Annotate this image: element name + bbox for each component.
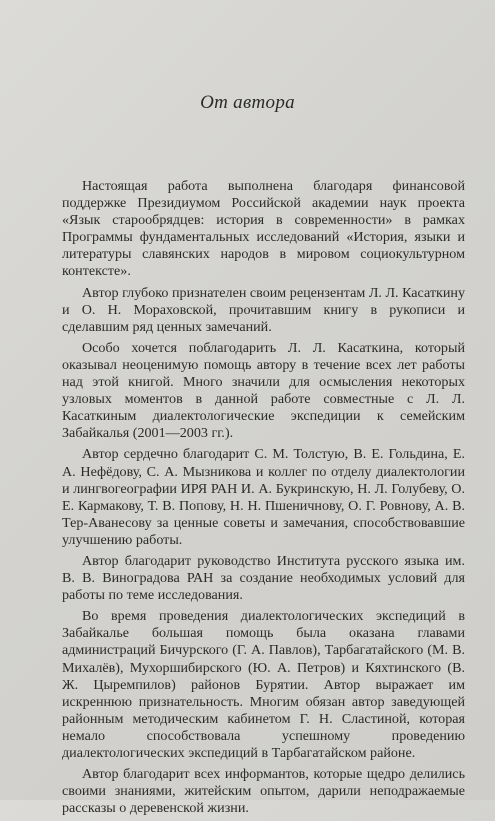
page-title: От автора	[200, 92, 295, 113]
paragraph-reviewers: Автор глубоко признателен своим рецензентам Л. Л. Касаткину и О. Н. Мораховской, прочитавшим книгу в рукописи и сделавшим ряд ценных замечаний.	[62, 284, 465, 335]
paragraph-institute: Автор благодарит руководство Института русского языка им. В. В. Виноградова РАН за создание необходимых условий для работы по теме исследования.	[62, 552, 465, 604]
paragraph-funding: Настоящая работа выполнена благодаря финансовой поддержке Президиумом Российской академии наук проекта «Язык старообрядцев: история в современности» в рамках Программы фундаментальных исследований «История, языки и литературы славянских народов в мировом социокультурном контексте».	[62, 178, 465, 280]
paragraph-expeditions: Во время проведения диалектологических экспедиций в Забайкалье большая помощь была оказана главами администраций Бичурского (Г. А. Павлов), Тарбагатайского (М. В. Михалёв), Мухоршибирского (Ю. А. Петров) и Кяхтинского (В. Ж. Цыремпилов) районов Бурятии. Автор выражает им искреннюю признательность. Многим обязан автор заведующей районным методическим кабинетом Г. Н. Сластиной, которая немало способствовала успешному проведению диалектологических экспедиций в Тарбагатайском районе.	[62, 608, 465, 761]
paragraph-informants: Автор благодарит всех информантов, которые щедро делились своими знаниями, житейским опытом, дарили неподражаемые рассказы о деревенской жизни.	[62, 766, 465, 817]
paragraph-colleagues: Автор сердечно благодарит С. М. Толстую, В. Е. Гольдина, Е. А. Нефёдову, С. А. Мызникова и коллег по отделу диалектологии и лингвогеографии ИРЯ РАН И. А. Букринскую, Н. Л. Голубеву, О. Е. Кармакову, Т. В. Попову, Н. Н. Пшеничнову, О. Г. Ровнову, А. В. Тер-Аванесову за ценные советы и замечания, способствовавшие улучшению работы.	[62, 446, 465, 548]
paragraph-kasatkin: Особо хочется поблагодарить Л. Л. Касаткина, который оказывал неоценимую помощь автору в течение всех лет работы над этой книгой. Много значили для осмысления некоторых узловых моментов в данной работе совместные с Л. Л. Касаткиным диалектологические экспедиции к семейским Забайкалья (2001—2003 гг.).	[62, 339, 465, 442]
body-text	[62, 178, 465, 821]
